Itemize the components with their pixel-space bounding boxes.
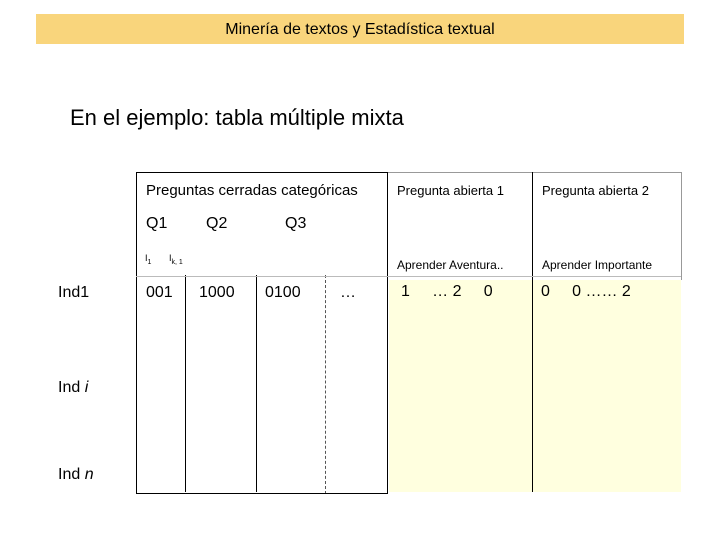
cell-ind1-open1: 1 … 2 0 (401, 283, 493, 300)
row-label-ind1: Ind1 (58, 284, 90, 301)
closed-bottom-border (136, 493, 387, 494)
open-question-2-header: Pregunta abierta 2 (542, 183, 649, 198)
divider-closed-open (387, 172, 388, 494)
open-question-2-words: Aprender Importante (542, 258, 653, 272)
cell-ind1-q1: 001 (146, 284, 173, 301)
question-q1: Q1 (146, 215, 168, 232)
divider-open1-open2 (532, 172, 533, 492)
cell-ind1-q2: 1000 (199, 284, 235, 301)
open-question-1-words: Aprender Aventura.. (397, 258, 504, 272)
closed-questions-header: Preguntas cerradas categóricas (146, 182, 358, 199)
category-i1-label: $I_1$ (145, 253, 152, 266)
category-ik1-label: $I_{k, 1}$ (169, 253, 183, 266)
divider-q1-q2 (185, 275, 186, 492)
divider-q2-q3 (256, 275, 257, 492)
closed-left-border (136, 275, 137, 494)
slide-subtitle: En el ejemplo: tabla múltiple mixta (70, 105, 404, 130)
cell-ind1-open2: 0 0 …… 2 (541, 283, 631, 300)
cell-ind1-q3: 0100 (265, 284, 301, 301)
row-label-ind-n: Ind n (58, 466, 94, 483)
divider-q3-rest (325, 275, 326, 494)
row-separator (136, 276, 681, 277)
cell-ind1-ellipsis: … (340, 284, 356, 301)
open-questions-fill (389, 280, 681, 492)
row-label-ind-i: Ind i (58, 379, 89, 396)
page-title: Minería de textos y Estadística textual (225, 21, 495, 38)
open-question-1-header: Pregunta abierta 1 (397, 183, 504, 198)
question-q2: Q2 (206, 215, 228, 232)
question-q3: Q3 (285, 215, 307, 232)
title-banner (36, 14, 684, 44)
